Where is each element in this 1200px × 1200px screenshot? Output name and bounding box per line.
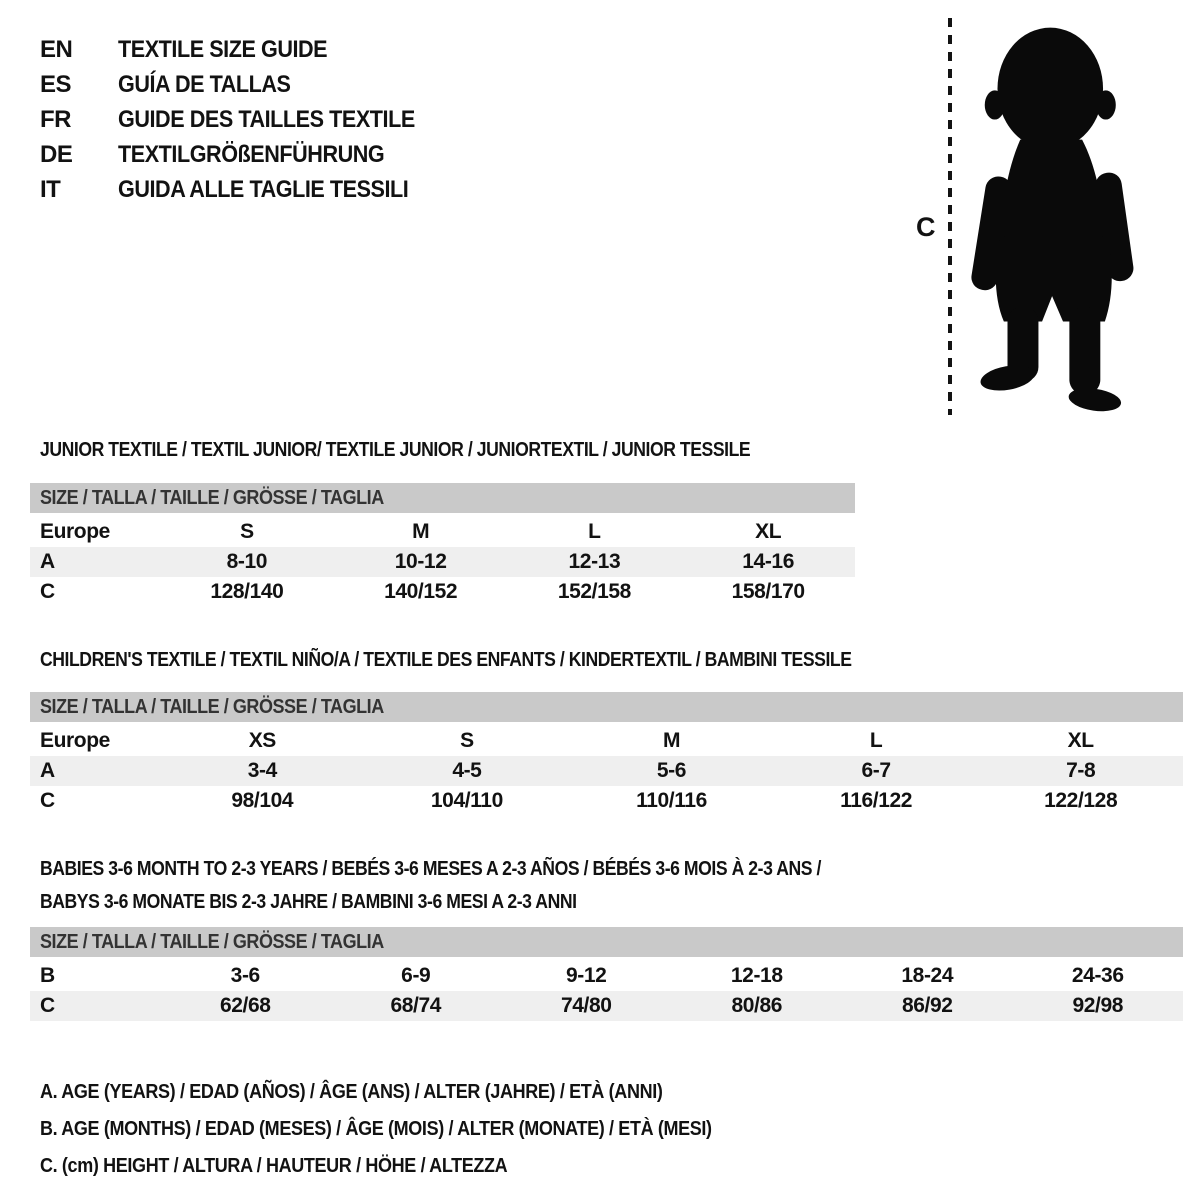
size-cell: 68/74 — [390, 994, 442, 1017]
size-cell: 86/92 — [901, 994, 953, 1017]
size-cell: L — [869, 729, 883, 752]
table-row — [30, 991, 1183, 1021]
section-children-textile — [30, 644, 1183, 816]
row-label: A — [40, 550, 55, 573]
table-row — [30, 577, 855, 607]
row-label: C — [40, 789, 55, 812]
toddler-silhouette-icon — [962, 14, 1144, 418]
language-guide-title: TEXTILE SIZE GUIDE — [118, 35, 328, 63]
size-cell: XL — [755, 520, 782, 543]
size-cell: 80/86 — [731, 994, 783, 1017]
section-title — [40, 434, 855, 467]
size-header-text: SIZE / TALLA / TAILLE / GRÖSSE / TAGLIA — [40, 486, 384, 509]
size-header-text: SIZE / TALLA / TAILLE / GRÖSSE / TAGLIA — [40, 930, 384, 953]
row-label: B — [40, 964, 55, 987]
size-cell: 62/68 — [219, 994, 271, 1017]
legend-line: C. (cm) HEIGHT / ALTURA / HAUTEUR / HÖHE / ALTEZZA — [40, 1155, 508, 1177]
section-junior-textile — [30, 434, 855, 607]
size-cell: XS — [248, 729, 276, 752]
size-cell: M — [412, 520, 430, 543]
size-header-bar — [30, 927, 1183, 957]
language-guide-title: GUÍA DE TALLAS — [118, 70, 291, 98]
height-measure-label: C — [916, 212, 936, 242]
section-title-line: BABIES 3-6 MONTH TO 2-3 YEARS / BEBÉS 3-6 MESES A 2-3 AÑOS / BÉBÉS 3-6 MOIS À 2-3 ANS / — [40, 858, 821, 880]
language-code: IT — [40, 175, 61, 203]
size-table — [30, 961, 1183, 1021]
size-header-bar — [30, 692, 1183, 722]
language-title-list — [40, 32, 448, 207]
section-title — [40, 644, 1183, 677]
size-cell: 24-36 — [1071, 964, 1124, 987]
size-cell: 74/80 — [560, 994, 612, 1017]
language-guide-title: TEXTILGRÖßENFÜHRUNG — [118, 140, 385, 168]
table-row — [30, 726, 1183, 756]
language-row — [40, 137, 448, 172]
table-row — [30, 961, 1183, 991]
size-cell: 104/110 — [430, 789, 503, 812]
language-guide-title: GUIDE DES TAILLES TEXTILE — [118, 105, 415, 133]
language-row — [40, 32, 448, 67]
legend-line: A. AGE (YEARS) / EDAD (AÑOS) / ÂGE (ANS) / ALTER (JAHRE) / ETÀ (ANNI) — [40, 1081, 663, 1103]
size-cell: 92/98 — [1072, 994, 1124, 1017]
language-code: FR — [40, 105, 71, 133]
table-row — [30, 517, 855, 547]
size-cell: 128/140 — [210, 580, 284, 603]
section-title — [40, 853, 1183, 919]
size-cell: 9-12 — [566, 964, 607, 987]
legend — [40, 1074, 786, 1185]
language-row — [40, 102, 448, 137]
section-babies-textile — [30, 853, 1183, 1021]
size-cell: L — [588, 520, 601, 543]
section-title-line: JUNIOR TEXTILE / TEXTIL JUNIOR/ TEXTILE JUNIOR / JUNIORTEXTIL / JUNIOR TESSILE — [40, 439, 751, 461]
size-cell: 3-4 — [247, 759, 277, 782]
section-title-line: CHILDREN'S TEXTILE / TEXTIL NIÑO/A / TEXTILE DES ENFANTS / KINDERTEXTIL / BAMBINI TESSILE — [40, 649, 852, 671]
size-cell: 6-7 — [861, 759, 891, 782]
row-label: Europe — [40, 520, 110, 543]
language-guide-title: GUIDA ALLE TAGLIE TESSILI — [118, 175, 409, 203]
size-cell: 5-6 — [656, 759, 687, 782]
size-cell: 122/128 — [1044, 789, 1118, 812]
size-cell: 12-18 — [730, 964, 783, 987]
language-code: ES — [40, 70, 72, 98]
size-cell: 158/170 — [731, 580, 805, 603]
row-label: C — [40, 994, 55, 1017]
size-table — [30, 726, 1183, 816]
size-table — [30, 517, 855, 607]
size-cell: XL — [1067, 729, 1094, 752]
language-code: EN — [40, 35, 73, 63]
size-cell: 10-12 — [394, 550, 447, 573]
size-cell: S — [240, 520, 254, 543]
size-cell: 8-10 — [226, 550, 268, 573]
size-cell: 110/116 — [636, 789, 707, 812]
size-header-text: SIZE / TALLA / TAILLE / GRÖSSE / TAGLIA — [40, 695, 384, 718]
section-title-line: BABYS 3-6 MONATE BIS 2-3 JAHRE / BAMBINI 3-6 MESI A 2-3 ANNI — [40, 891, 577, 913]
table-row — [30, 547, 855, 577]
size-cell: 140/152 — [384, 580, 458, 603]
table-row — [30, 786, 1183, 816]
size-cell: 152/158 — [557, 580, 631, 603]
table-row — [30, 756, 1183, 786]
size-cell: 98/104 — [231, 789, 294, 812]
height-measure-dashed-line — [948, 18, 952, 415]
legend-line: B. AGE (MONTHS) / EDAD (MESES) / ÂGE (MOIS) / ALTER (MONATE) / ETÀ (MESI) — [40, 1118, 712, 1140]
size-cell: 4-5 — [452, 759, 482, 782]
row-label: Europe — [40, 729, 110, 752]
size-cell: 116/122 — [840, 789, 913, 812]
language-row — [40, 172, 448, 207]
language-code: DE — [40, 140, 73, 168]
size-header-bar — [30, 483, 855, 513]
size-cell: M — [662, 729, 681, 752]
language-row — [40, 67, 448, 102]
size-cell: S — [460, 729, 474, 752]
row-label: A — [40, 759, 55, 782]
size-cell: 7-8 — [1066, 759, 1096, 782]
row-label: C — [40, 580, 55, 603]
size-cell: 6-9 — [401, 964, 431, 987]
size-cell: 18-24 — [901, 964, 954, 987]
size-cell: 3-6 — [230, 964, 260, 987]
size-cell: 14-16 — [742, 550, 794, 573]
size-cell: 12-13 — [568, 550, 621, 573]
